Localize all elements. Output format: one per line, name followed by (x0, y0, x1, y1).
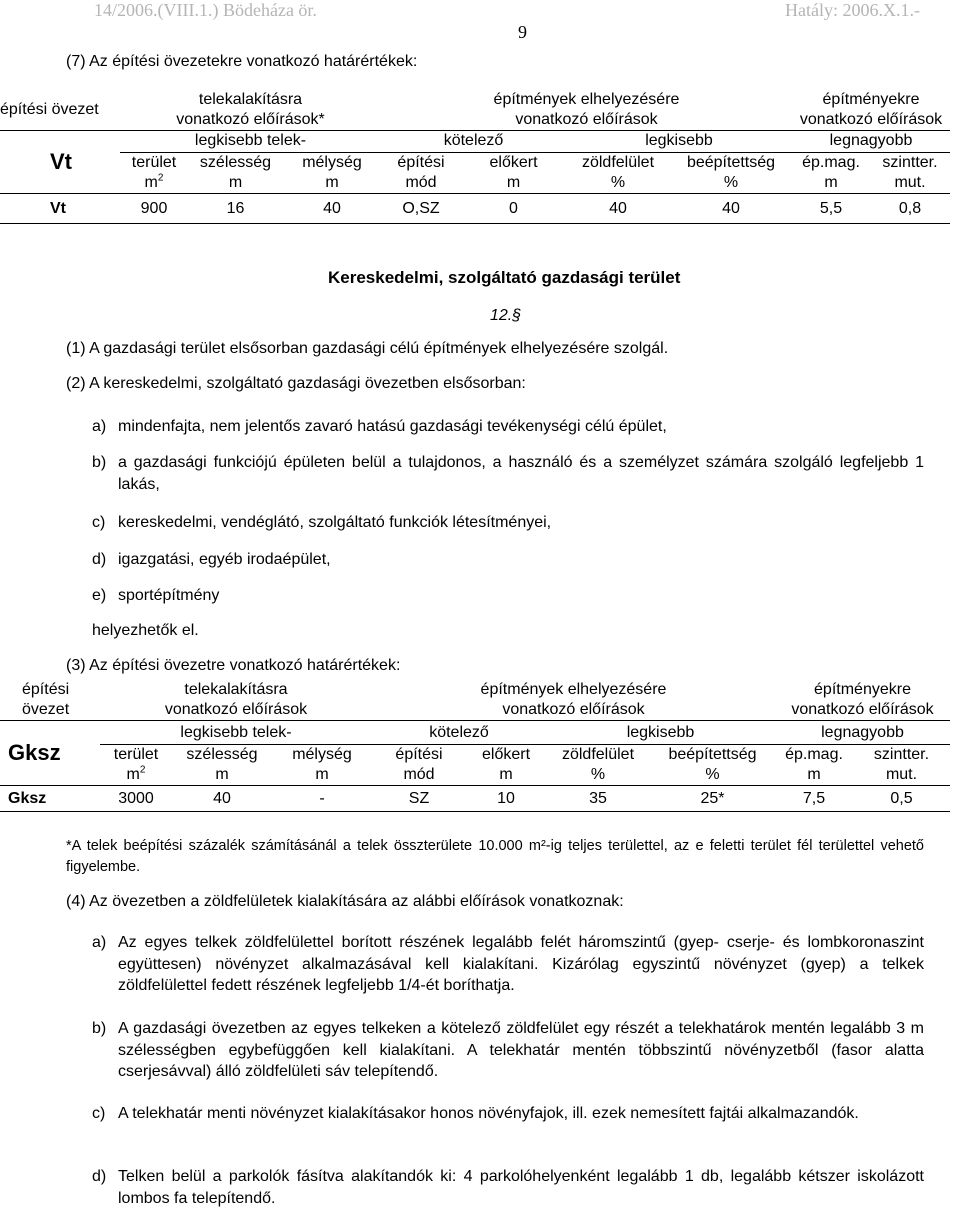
vt-group-plot: telekalakításra vonatkozó előírások* (120, 90, 381, 131)
list-item: d) Telken belül a parkolók fásítva alakítandók ki: 4 parkolóhelyenként legalább 1 db, legalább kétszer iskolázott lombos fa telepítendő. (92, 1168, 924, 1207)
list-item: a) mindenfajta, nem jelentős zavaró hatású gazdasági tevékenységi célú épület, (92, 418, 667, 435)
gksz-unit-floor-ratio: mut. (853, 765, 950, 786)
gksz-unit-width: m (172, 765, 272, 786)
vt-sub-mandatory: kötelező (381, 131, 566, 153)
vt-intro: (7) Az építési övezetekre vonatkozó határértékek: (66, 53, 418, 70)
page-number: 9 (518, 22, 527, 42)
vt-unit-depth: m (283, 173, 381, 194)
vt-unit-builtup: % (670, 173, 792, 194)
gksz-sub-mandatory: kötelező (372, 721, 546, 745)
section-title: Kereskedelmi, szolgáltató gazdasági terület (328, 268, 681, 287)
placed-note: helyezhetők el. (92, 622, 199, 639)
gksz-unit-frontyard: m (466, 765, 546, 786)
vt-group-placement: építmények elhelyezésére vonatkozó előírások (381, 90, 792, 131)
vt-val-area: 900 (120, 194, 188, 224)
gksz-zone-header: építési övezet (0, 680, 100, 721)
section-number: 12.§ (490, 307, 522, 324)
gksz-col-mode: építési (395, 746, 443, 763)
list-item: d) igazgatási, egyéb irodaépület, (92, 551, 331, 568)
list-item: c) kereskedelmi, vendéglátó, szolgáltató funkciók létesítményei, (92, 514, 552, 531)
vt-col-height: ép.mag. (802, 154, 860, 171)
list-item: c) A telekhatár menti növényzet kialakításakor honos növényfajok, ill. ezek nemesített fajtái alkalmazandók. (92, 1105, 859, 1122)
gksz-unit-depth: m (272, 765, 372, 786)
gksz-row-code: Gksz (0, 786, 100, 812)
header-document-id: 14/2006.(VIII.1.) Bödeháza ör. (94, 0, 317, 20)
running-header (94, 0, 920, 22)
header-effective-date: Hatály: 2006.X.1.- (785, 0, 920, 20)
vt-val-green: 40 (566, 194, 670, 224)
vt-val-width: 16 (188, 194, 283, 224)
gksz-col-depth: mélység (292, 746, 352, 763)
gksz-unit-green: % (546, 765, 650, 786)
vt-val-height: 5,5 (792, 194, 870, 224)
vt-col-green: zöldfelület (581, 154, 655, 171)
gksz-val-width: 40 (172, 786, 272, 812)
vt-val-mode: O,SZ (381, 194, 461, 224)
gksz-unit-height: m (775, 765, 853, 786)
vt-sub-min: legkisebb (566, 131, 792, 153)
vt-col-mode: építési (397, 154, 445, 171)
gksz-val-builtup: 25* (650, 786, 775, 812)
paragraph-1: (1) A gazdasági terület elsősorban gazdasági célú építmények elhelyezésére szolgál. (66, 340, 669, 357)
gksz-val-depth: - (272, 786, 372, 812)
gksz-col-floor-ratio: szintter. (873, 746, 930, 763)
vt-val-depth: 40 (283, 194, 381, 224)
vt-limits-table (0, 90, 950, 224)
vt-unit-width: m (188, 173, 283, 194)
vt-unit-frontyard: m (461, 173, 566, 194)
gksz-sub-max: legnagyobb (775, 721, 950, 745)
list-item: a) Az egyes telkek zöldfelülettel borított részének legalább felét háromszintű (gyep- cserje- és lombkoronaszint együttesen) növényzet alkalmazásával kell kialakítani. Kizárólag egyszintű növényzet (gyep) a telkek zöldfelülettel fedett részének legfeljebb 1/4-ét boríthatja. (92, 934, 924, 994)
vt-zone-code: Vt (0, 131, 120, 194)
gksz-sub-min: legkisebb (546, 721, 775, 745)
paragraph-3: (3) Az építési övezetre vonatkozó határértékek: (66, 657, 401, 674)
vt-unit-mode: mód (381, 173, 461, 194)
list-item: b) A gazdasági övezetben az egyes telkeken a kötelező zöldfelület egy részét a telekhatárok mentén legalább 3 m szélességben egybefüggően kell kialakítani. A telekhatár mentén többszintű növényzetből (fasor alatta cserjesávval) álló zöldfelületi sáv telepítendő. (92, 1020, 924, 1080)
gksz-val-height: 7,5 (775, 786, 853, 812)
list-item: e) sportépítmény (92, 587, 220, 604)
vt-col-width: szélesség (199, 154, 272, 171)
gksz-unit-mode: mód (372, 765, 466, 786)
vt-row-code: Vt (0, 194, 120, 224)
paragraph-2: (2) A kereskedelmi, szolgáltató gazdasági övezetben elsősorban: (66, 375, 526, 392)
vt-sub-max: legnagyobb (792, 131, 950, 153)
vt-val-frontyard: 0 (461, 194, 566, 224)
gksz-limits-table (0, 680, 950, 812)
vt-unit-green: % (566, 173, 670, 194)
gksz-val-green: 35 (546, 786, 650, 812)
gksz-zone-code: Gksz (0, 721, 100, 786)
vt-unit-area: $m^2$ (120, 173, 188, 194)
vt-unit-height: m (792, 173, 870, 194)
gksz-val-mode: SZ (372, 786, 466, 812)
gksz-group-building: építményekre vonatkozó előírások (775, 680, 950, 721)
vt-val-floor-ratio: 0,8 (870, 194, 950, 224)
gksz-col-area: terület (113, 746, 159, 763)
gksz-val-area: 3000 (100, 786, 172, 812)
vt-col-depth: mélység (302, 154, 362, 171)
footnote: *A telek beépítési százalék számításánál a telek összterülete 10.000 m²-ig teljes területtel, az e feletti terület fél területtel vehető figyelembe. (66, 838, 924, 875)
vt-val-builtup: 40 (670, 194, 792, 224)
gksz-col-builtup: beépítettség (668, 746, 757, 763)
gksz-val-floor-ratio: 0,5 (853, 786, 950, 812)
gksz-group-plot: telekalakításra vonatkozó előírások (100, 680, 372, 721)
gksz-unit-builtup: % (650, 765, 775, 786)
vt-col-frontyard: előkert (489, 154, 538, 171)
gksz-unit-area: $m^2$ (100, 765, 172, 786)
paragraph-4: (4) Az övezetben a zöldfelületek kialakítására az alábbi előírások vonatkoznak: (66, 893, 624, 910)
list-item: b) a gazdasági funkciójú épületen belül a tulajdonos, a használó és a személyzet számára szolgáló legfeljebb 1 lakás, (92, 454, 924, 493)
vt-col-floor-ratio: szintter. (882, 154, 938, 171)
gksz-col-green: zöldfelület (561, 746, 635, 763)
vt-zone-header: építési övezet (0, 90, 120, 131)
gksz-val-frontyard: 10 (466, 786, 546, 812)
gksz-group-placement: építmények elhelyezésére vonatkozó előírások (372, 680, 775, 721)
gksz-sub-min-plot: legkisebb telek- (100, 721, 372, 745)
vt-unit-floor-ratio: mut. (870, 173, 950, 194)
vt-group-building: építményekre vonatkozó előírások (792, 90, 950, 131)
vt-col-builtup: beépítettség (686, 154, 776, 171)
gksz-col-width: szélesség (186, 746, 258, 763)
vt-col-area: terület (131, 154, 177, 171)
vt-sub-min-plot: legkisebb telek- (120, 131, 381, 153)
gksz-col-height: ép.mag. (785, 746, 843, 763)
gksz-col-frontyard: előkert (481, 746, 531, 763)
